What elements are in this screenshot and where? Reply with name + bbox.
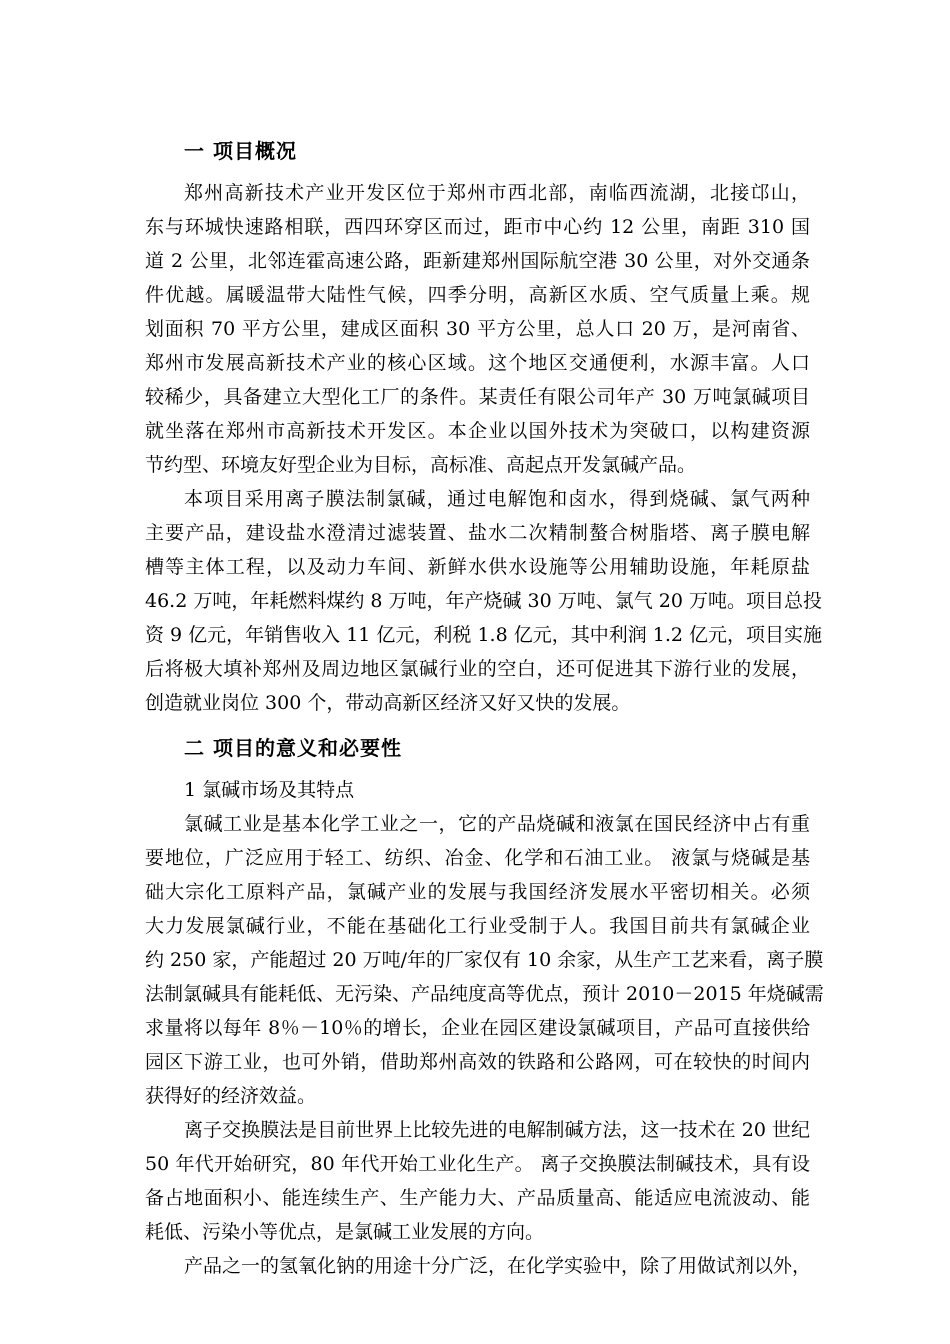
text-line: 件优越。属暖温带大陆性气候，四季分明，高新区水质、空气质量上乘。规 [145, 284, 810, 306]
section-heading-significance: 二 项目的意义和必要性 [184, 736, 402, 760]
text-line: 础大宗化工原料产品，氯碱产业的发展与我国经济发展水平密切相关。必须 [145, 881, 810, 903]
text-line: 郑州市发展高新技术产业的核心区域。这个地区交通便利，水源丰富。人口 [145, 352, 810, 374]
text-line: 主要产品，建设盐水澄清过滤装置、盐水二次精制螯合树脂塔、离子膜电解 [145, 522, 810, 544]
subsection-heading: 1 氯碱市场及其特点 [184, 779, 355, 801]
text-line: 备占地面积小、能连续生产、生产能力大、产品质量高、能适应电流波动、能 [145, 1187, 810, 1209]
text-line: 创造就业岗位 300 个，带动高新区经济又好又快的发展。 [145, 692, 631, 714]
text-line: 氯碱工业是基本化学工业之一，它的产品烧碱和液氯在国民经济中占有重 [184, 813, 810, 835]
text-line: 耗低、污染小等优点，是氯碱工业发展的方向。 [145, 1221, 545, 1243]
text-line: 道 2 公里，北邻连霍高速公路，距新建郑州国际航空港 30 公里，对外交通条 [145, 250, 810, 272]
text-line: 本项目采用离子膜法制氯碱，通过电解饱和卤水，得到烧碱、氯气两种 [184, 488, 810, 510]
text-line: 后将极大填补郑州及周边地区氯碱行业的空白，还可促进其下游行业的发展， [145, 658, 810, 680]
text-line: 槽等主体工程，以及动力车间、新鲜水供水设施等公用辅助设施，年耗原盐 [145, 556, 810, 578]
text-line: 较稀少，具备建立大型化工厂的条件。某责任有限公司年产 30 万吨氯碱项目 [145, 386, 810, 408]
text-line: 46.2 万吨，年耗燃料煤约 8 万吨，年产烧碱 30 万吨、氯气 20 万吨。项目总投 [145, 590, 823, 612]
text-line: 求量将以每年 8％－10％的增长，企业在园区建设氯碱项目，产品可直接供给 [145, 1017, 810, 1039]
text-line: 要地位，广泛应用于轻工、纺织、冶金、化学和石油工业。 液氯与烧碱是基 [145, 847, 810, 869]
text-line: 东与环城快速路相联，西四环穿区而过，距市中心约 12 公里，南距 310 国 [145, 216, 810, 238]
text-line: 获得好的经济效益。 [145, 1085, 317, 1107]
text-line: 节约型、环境友好型企业为目标，高标准、高起点开发氯碱产品。 [145, 454, 697, 476]
text-line: 就坐落在郑州市高新技术开发区。本企业以国外技术为突破口，以构建资源 [145, 420, 810, 442]
text-line: 离子交换膜法是目前世界上比较先进的电解制碱方法，这一技术在 20 世纪 [184, 1119, 810, 1141]
text-line: 园区下游工业，也可外销，借助郑州高效的铁路和公路网，可在较快的时间内 [145, 1051, 810, 1073]
text-line: 划面积 70 平方公里，建成区面积 30 平方公里，总人口 20 万，是河南省、 [145, 318, 810, 340]
text-line: 50 年代开始研究，80 年代开始工业化生产。 离子交换膜法制碱技术，具有设 [145, 1153, 810, 1175]
text-line: 产品之一的氢氧化钠的用途十分广泛，在化学实验中，除了用做试剂以外， [184, 1255, 812, 1277]
text-line: 郑州高新技术产业开发区位于郑州市西北部，南临西流湖，北接邙山， [184, 182, 810, 204]
section-heading-overview: 一 项目概况 [184, 139, 297, 163]
text-line: 约 250 家，产能超过 20 万吨/年的厂家仅有 10 余家，从生产工艺来看，离子膜 [145, 949, 824, 971]
text-line: 资 9 亿元，年销售收入 11 亿元，利税 1.8 亿元，其中利润 1.2 亿元，项目实施 [145, 624, 823, 646]
text-line: 法制氯碱具有能耗低、无污染、产品纯度高等优点，预计 2010－2015 年烧碱需 [145, 983, 824, 1005]
text-line: 大力发展氯碱行业，不能在基础化工行业受制于人。我国目前共有氯碱企业 [145, 915, 810, 937]
